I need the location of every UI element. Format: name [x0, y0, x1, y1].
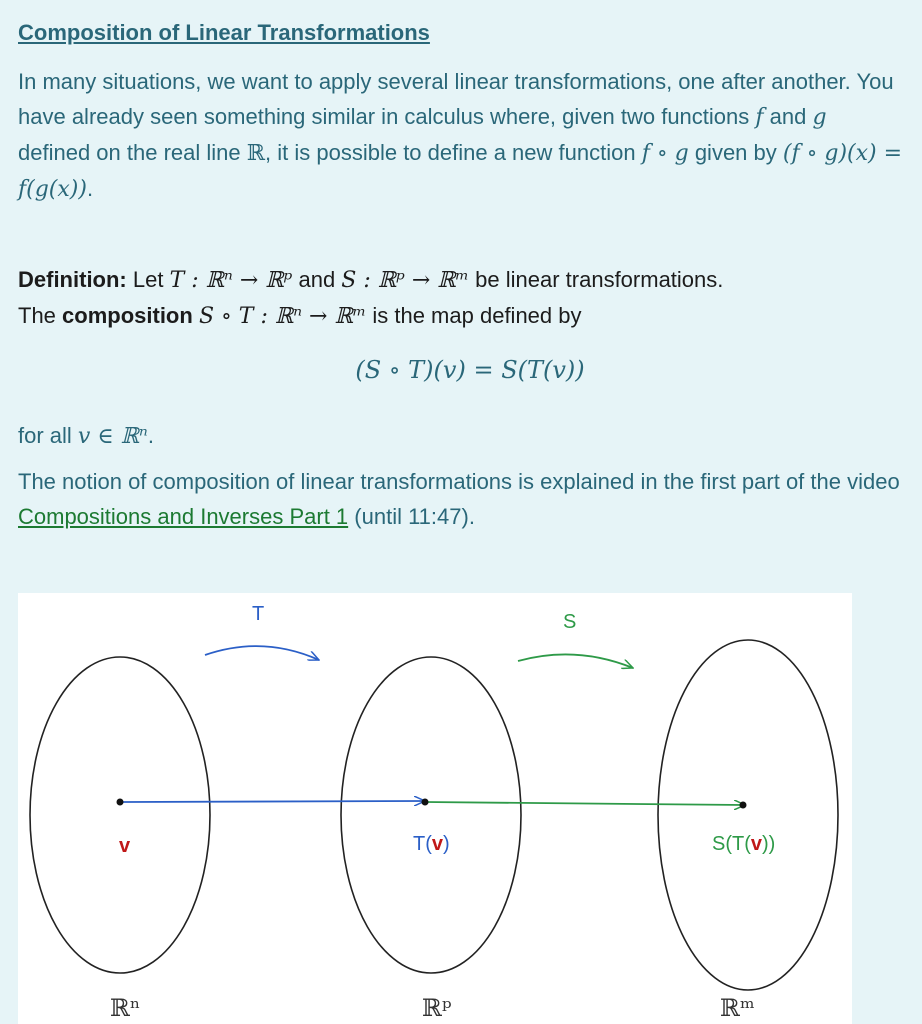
- notion-paragraph: [18, 464, 903, 534]
- intro-given-by: given by: [688, 140, 783, 165]
- label-STv-v: v: [750, 833, 763, 855]
- display-equation: (S ∘ T)(v) = S(T(v)): [355, 356, 585, 384]
- for-all-line: [18, 418, 903, 454]
- for-all-period: .: [147, 423, 154, 448]
- point-Tv: [422, 799, 429, 806]
- composition-word: composition: [62, 303, 193, 328]
- video-link[interactable]: Compositions and Inverses Part 1: [18, 504, 349, 529]
- arrow-T-curve: [205, 646, 319, 660]
- notion-text: The notion of composition of linear transformations is explained in the first part of the video: [18, 469, 900, 494]
- notion-tail: (until 11:47).: [348, 504, 475, 529]
- codomain-ellipse-Rp: [341, 657, 521, 973]
- codomain-ellipse-Rm: [658, 640, 838, 990]
- math-f-compose-g: f ∘ g: [641, 141, 689, 166]
- label-STv: [712, 833, 775, 856]
- point-v: [117, 799, 124, 806]
- definition-the: The: [18, 303, 63, 328]
- math-real-line: ℝ: [246, 141, 266, 166]
- math-T-map: T : ℝⁿ → ℝᵖ: [169, 268, 293, 293]
- math-f: f: [755, 105, 764, 130]
- label-STv-suffix: )): [762, 833, 776, 855]
- intro-text-3: , it is possible to define a new function: [265, 140, 642, 165]
- mapping-line-S: [425, 802, 745, 805]
- domain-ellipse-Rn: [30, 657, 210, 973]
- definition-let: Let: [126, 267, 170, 292]
- composition-figure: [18, 593, 852, 1024]
- intro-paragraph: [18, 64, 903, 207]
- label-space-Rn: ℝⁿ: [110, 994, 141, 1022]
- label-S: S: [563, 611, 577, 633]
- definition-is-map: is the map defined by: [366, 303, 582, 328]
- label-STv-prefix: S(T(: [712, 833, 751, 855]
- for-all-text: for all: [18, 423, 78, 448]
- label-Tv-prefix: T(: [413, 833, 432, 855]
- figure-svg: [18, 593, 852, 1024]
- definition-label: Definition:: [18, 267, 127, 292]
- math-S-map: S : ℝᵖ → ℝᵐ: [341, 268, 470, 293]
- intro-and: and: [763, 104, 813, 129]
- label-space-Rp: ℝᵖ: [422, 994, 452, 1022]
- label-Tv: [413, 833, 450, 856]
- mapping-line-T: [120, 801, 425, 802]
- intro-text-2: defined on the real line: [18, 140, 247, 165]
- label-T: T: [252, 603, 265, 625]
- definition-line-2: [18, 298, 903, 334]
- label-space-Rm: ℝᵐ: [720, 994, 755, 1022]
- math-composition-formula: (f ∘ g)(x) = f(g(x)): [18, 141, 903, 202]
- math-v-in-Rn: v ∈ ℝⁿ: [77, 424, 148, 449]
- point-STv: [740, 802, 747, 809]
- math-composition-map: S ∘ T : ℝⁿ → ℝᵐ: [198, 304, 367, 329]
- definition-and: and: [292, 267, 342, 292]
- math-g: g: [812, 105, 827, 130]
- definition-be-linear: be linear transformations.: [469, 267, 724, 292]
- label-Tv-v: v: [431, 833, 444, 855]
- arrow-S-curve: [518, 654, 633, 668]
- intro-end: .: [86, 176, 94, 201]
- intro-text-1: In many situations, we want to apply several linear transformations, one after another. You have already seen something similar in calculus where, given two functions: [18, 69, 894, 129]
- label-v: v: [119, 835, 131, 857]
- label-Tv-suffix: ): [443, 833, 450, 855]
- section-title: Composition of Linear Transformations: [18, 20, 430, 45]
- definition-line-1: [18, 262, 903, 298]
